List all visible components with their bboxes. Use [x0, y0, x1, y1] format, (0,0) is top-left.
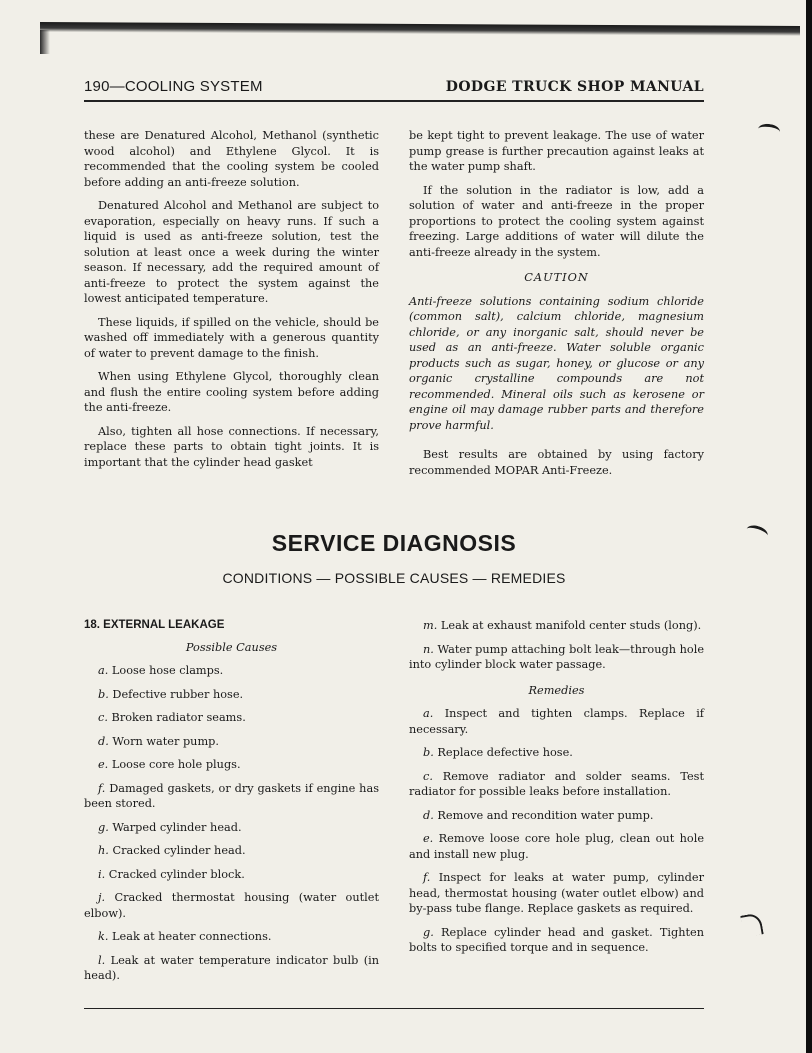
item-text: Cracked cylinder block. [105, 867, 245, 881]
intro-paragraph: Also, tighten all hose connections. If necessary, replace these parts to obtain tight joints. It is important that the cylinder head gasket [84, 424, 379, 469]
remedies-heading: Remedies [528, 683, 585, 697]
footer-rule [84, 1008, 704, 1009]
item-letter: l. [98, 953, 106, 967]
list-item [84, 781, 379, 812]
list-item [84, 710, 379, 726]
item-text: Remove loose core hole plug, clean out hole and install new plug. [409, 832, 704, 861]
list-item [84, 843, 379, 859]
item-letter: b. [423, 746, 434, 759]
item-letter: g. [98, 820, 109, 834]
intro-paragraph: be kept tight to prevent leakage. The use of water pump grease is further precaution against leaks at the water pump shaft. [409, 129, 704, 173]
list-item [409, 769, 704, 800]
scan-edge-top [40, 22, 800, 36]
item-text: Cracked thermostat housing (water outlet elbow). [84, 891, 379, 920]
item-text: Worn water pump. [108, 734, 219, 748]
item-text: Loose core hole plugs. [108, 758, 241, 771]
item-letter: e. [98, 758, 109, 771]
intro-paragraph: Denatured Alcohol and Methanol are subject to evaporation, especially on heavy runs. If such a liquid is used as anti-freeze solution, test the solution at least once a week during the winter season. If necessary, add the required amount of anti-freeze to protect the system against the lowest anticipated temperature. [84, 199, 379, 305]
list-item [409, 831, 704, 862]
item-text: Remove radiator and solder seams. Test radiator for possible leaks before installation. [409, 769, 704, 798]
item-text: Broken radiator seams. [107, 711, 246, 724]
item-letter: j. [98, 891, 106, 904]
item-letter: m. [423, 619, 438, 632]
item-letter: k. [98, 930, 109, 943]
scan-edge-left [40, 30, 50, 54]
item-letter: a. [98, 664, 109, 677]
service-subtitle: CONDITIONS — POSSIBLE CAUSES — REMEDIES [222, 570, 566, 586]
item-text: Warped cylinder head. [108, 820, 242, 834]
scan-edge-right [806, 0, 812, 1053]
intro-paragraph: these are Denatured Alcohol, Methanol (synthetic wood alcohol) and Ethylene Glycol. It is recommended that the cooling system be cooled before adding an anti-freeze solution. [84, 129, 379, 189]
list-item [84, 687, 379, 703]
service-title: SERVICE DIAGNOSIS [271, 530, 517, 556]
intro-right-column [409, 128, 704, 486]
item-letter: b. [98, 687, 109, 701]
scan-mark [757, 123, 781, 139]
page-header [84, 78, 704, 100]
list-item [409, 870, 704, 917]
item-text: Cracked cylinder head. [108, 844, 246, 857]
manual-title: DODGE TRUCK SHOP MANUAL [445, 79, 704, 95]
caution-heading: CAUTION [524, 271, 589, 284]
item-text: Damaged gaskets, or dry gaskets if engine has been stored. [84, 781, 379, 810]
item-letter: d. [98, 734, 109, 748]
intro-paragraph: These liquids, if spilled on the vehicle, should be washed off immediately with a generous quantity of water to prevent damage to the finish. [84, 315, 379, 360]
item-text: Replace cylinder head and gasket. Tighten bolts to specified torque and in sequence. [409, 925, 704, 954]
item-letter: c. [98, 711, 108, 724]
list-item [409, 925, 704, 956]
list-item [84, 820, 379, 836]
remedies-column [409, 618, 704, 964]
item-letter: g. [423, 925, 434, 939]
list-item [84, 929, 379, 945]
list-item [409, 706, 704, 737]
list-item [84, 867, 379, 883]
intro-left-column [84, 128, 379, 478]
list-item [84, 734, 379, 750]
closing-paragraph: Best results are obtained by using factory recommended MOPAR Anti-Freeze. [409, 448, 704, 477]
header-rule [84, 100, 704, 102]
item-text: Leak at heater connections. [108, 930, 272, 943]
caution-text: Anti-freeze solutions containing sodium chloride (common salt), calcium chloride, magnesium chloride, or any inorganic salt, should never be used as an anti-freeze. Water soluble organic products such as sugar, honey, or glucose or any organic crystalline compounds are not recommended. Mineral oils such as kerosene or engine oil may damage rubber parts and therefore prove harmful. [409, 294, 704, 432]
causes-right-list [409, 618, 704, 673]
item-text: Leak at water temperature indicator bulb (in head). [84, 953, 379, 982]
item-letter: i. [98, 867, 106, 881]
item-text: Remove and recondition water pump. [433, 808, 654, 822]
section-heading: 18. EXTERNAL LEAKAGE [84, 619, 225, 631]
item-letter: d. [423, 808, 434, 822]
list-item [84, 890, 379, 921]
item-text: Loose hose clamps. [108, 664, 224, 677]
scan-mark [745, 523, 770, 542]
item-letter: f. [423, 871, 431, 884]
scan-mark [740, 912, 764, 937]
item-text: Replace defective hose. [433, 746, 573, 759]
item-letter: f. [98, 781, 106, 795]
item-letter: a. [423, 707, 434, 720]
list-item [84, 757, 379, 773]
list-item [409, 642, 704, 673]
item-letter: e. [423, 832, 434, 845]
item-text: Defective rubber hose. [108, 687, 244, 701]
item-text: Leak at exhaust manifold center studs (long). [437, 619, 702, 632]
list-item [84, 953, 379, 984]
item-letter: h. [98, 844, 109, 857]
causes-heading: Possible Causes [185, 640, 278, 654]
remedies-list [409, 706, 704, 956]
intro-paragraph: If the solution in the radiator is low, add a solution of water and anti-freeze in the proper proportions to protect the cooling system against freezing. Large additions of water will dilute the anti-freeze already in the system. [409, 183, 704, 259]
intro-paragraph: When using Ethylene Glycol, thoroughly clean and flush the entire cooling system before adding the anti-freeze. [84, 370, 379, 414]
list-item [409, 745, 704, 761]
causes-column [84, 618, 379, 992]
item-text: Water pump attaching bolt leak—through hole into cylinder block water passage. [409, 642, 704, 671]
item-text: Inspect for leaks at water pump, cylinder head, thermostat housing (water outlet elbow) and by-pass tube flange. Replace gaskets as required. [409, 871, 704, 915]
page-label: 190—COOLING SYSTEM [84, 78, 263, 95]
list-item [409, 618, 704, 634]
list-item [84, 663, 379, 679]
causes-list [84, 663, 379, 984]
list-item [409, 808, 704, 824]
item-letter: c. [423, 769, 433, 783]
item-text: Inspect and tighten clamps. Replace if necessary. [409, 707, 704, 736]
item-letter: n. [423, 642, 434, 656]
